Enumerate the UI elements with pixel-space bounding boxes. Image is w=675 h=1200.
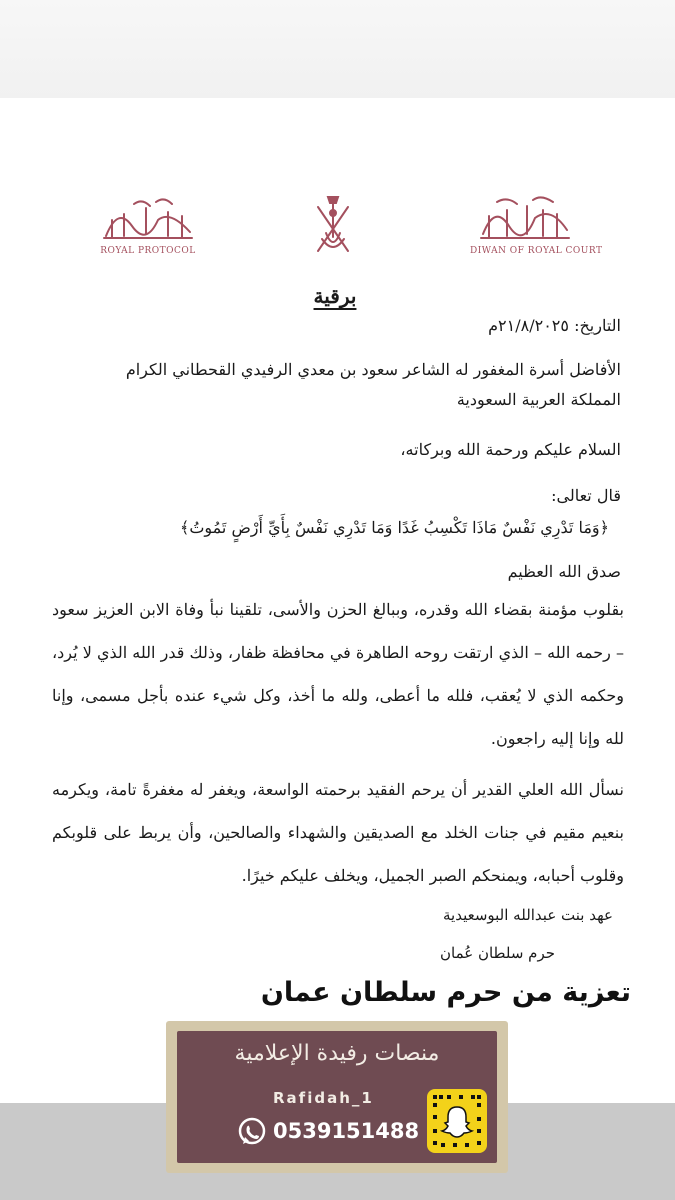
calligraphy-logo-icon: [477, 196, 573, 244]
quran-intro: قال تعالى:: [551, 486, 621, 505]
oman-national-emblem-icon: [308, 193, 358, 259]
top-gradient-band: [0, 0, 675, 98]
snapcode-pattern-icon: [433, 1095, 481, 1147]
right-logo-caption: DIWAN OF ROYAL COURT: [470, 246, 603, 256]
signature-title: حرم سلطان عُمان: [439, 944, 555, 962]
left-logo-caption: ROYAL PROTOCOL: [100, 246, 196, 256]
address-line-2: المملكة العربية السعودية: [456, 390, 621, 409]
quran-closing: صدق الله العظيم: [507, 562, 621, 581]
snapchat-snapcode-icon: [427, 1089, 487, 1153]
overlay-headline: تعزية من حرم سلطان عمان: [260, 977, 631, 1008]
signature-name: عهد بنت عبدالله البوسعيدية: [442, 906, 613, 924]
letter-date: التاريخ: ٢١/٨/٢٠٢٥م: [488, 316, 621, 335]
branding-phone: 0539151488: [273, 1119, 420, 1143]
quran-verse: ﴿وَمَا تَدْرِي نَفْسٌ مَاذَا تَكْسِبُ غَدًا وَمَا تَدْرِي نَفْسٌ بِأَيِّ أَرْضٍ تَمُوتُ﴾: [179, 518, 609, 537]
branding-title: منصات رفيدة الإعلامية: [234, 1041, 440, 1066]
letter-title: برقية: [313, 284, 357, 308]
whatsapp-icon: [237, 1117, 267, 1147]
branding-card: [166, 1021, 508, 1173]
address-line-1: الأفاضل أسرة المغفور له الشاعر سعود بن معدي الرفيدي القحطاني الكرام: [125, 360, 621, 379]
branding-card-inner: [177, 1031, 497, 1163]
condolence-paragraph-2: نسأل الله العلي القدير أن يرحم الفقيد برحمته الواسعة، ويغفر له مغفرةً تامة، ويكرمه بنعيم مقيم في جنات الخلد مع الصديقين والشهداء والصالحين، وأن يربط على قلوبكم وقلوب أحبابه، ويمنحكم الصبر الجميل، ويخلف عليكم خيرًا.: [52, 780, 625, 885]
diwan-royal-court-logo: [470, 196, 603, 256]
branding-handle: Rafidah_1: [273, 1089, 374, 1107]
royal-protocol-logo: [88, 196, 208, 256]
calligraphy-logo-icon: [98, 196, 198, 244]
greeting: السلام عليكم ورحمة الله وبركاته،: [400, 440, 621, 459]
condolence-paragraph-1: بقلوب مؤمنة بقضاء الله وقدره، وببالغ الحزن والأسى، تلقينا نبأ وفاة الابن العزيز سعود – رحمه الله – الذي ارتقت روحه الطاهرة في محافظة ظفار، وذلك قدر الله الذي لا يُرد، وحكمه الذي لا يُعقب، فلله ما أعطى، ولله ما أخذ، وكل شيء عنده بأجل مسمى، وإنا لله وإنا إليه راجعون.: [52, 600, 624, 748]
